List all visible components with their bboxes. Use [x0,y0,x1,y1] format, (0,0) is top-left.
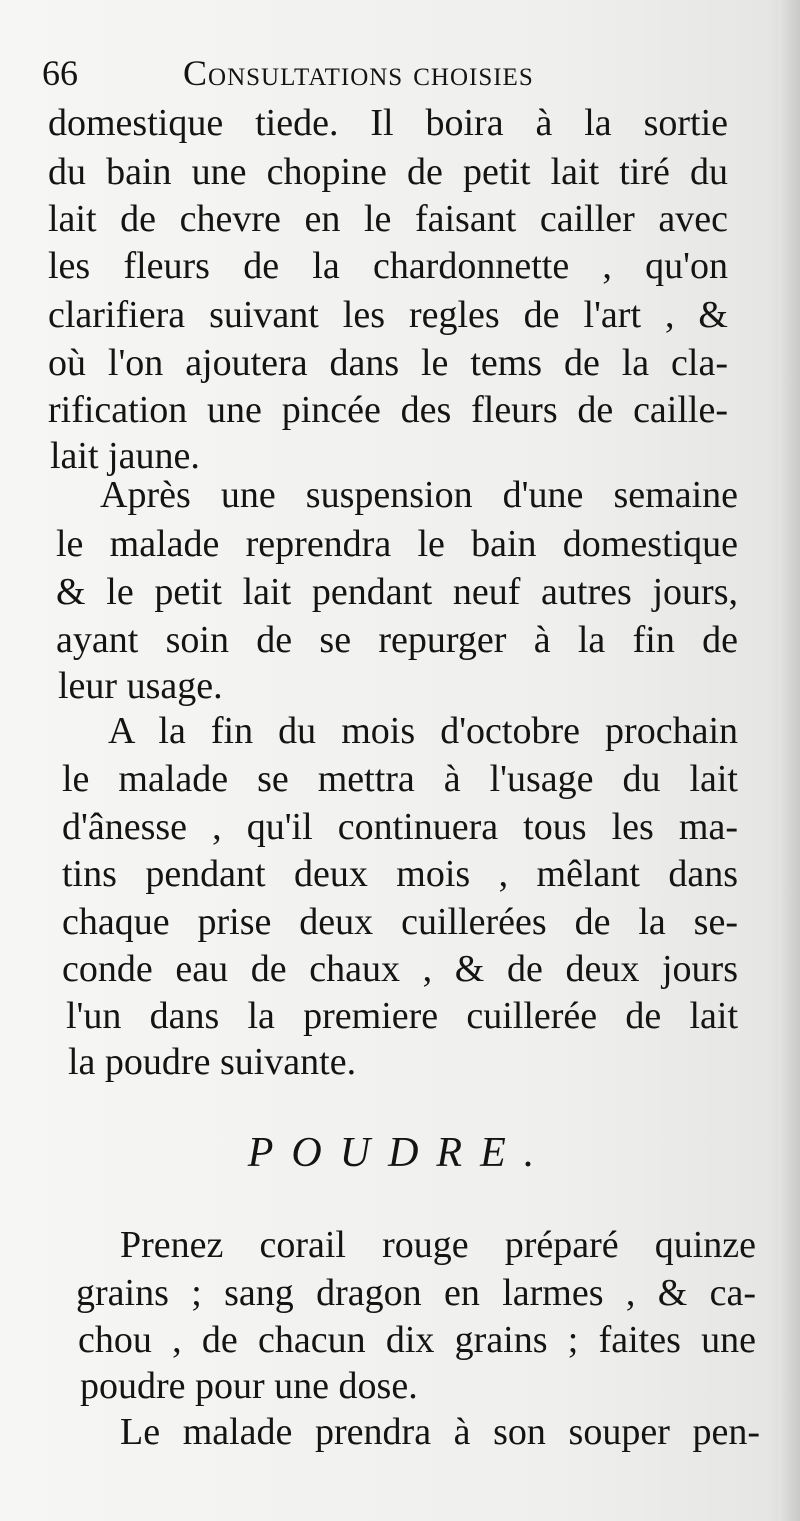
text-line: conde eau de chaux , & de deux jours [62,948,738,990]
text-line: la poudre suivante. [68,1041,357,1083]
text-line: domestique tiede. Il boira à la sortie [48,102,728,144]
running-title: Consultations choisies [183,53,534,93]
text-line: d'ânesse , qu'il continuera tous les ma- [62,806,738,848]
text-line: leur usage. [58,665,223,707]
page-header [38,46,758,106]
text-line: grains ; sang dragon en larmes , & ca- [76,1272,756,1314]
text-line: lait jaune. [50,435,200,477]
text-line: du bain une chopine de petit lait tiré du [48,151,728,193]
text-line: poudre pour une dose. [80,1365,418,1407]
text-line: ayant soin de se repurger à la fin de [56,619,738,661]
text-line: tins pendant deux mois , mêlant dans [62,853,738,895]
section-heading: POUDRE. [247,1130,553,1176]
text-line: le malade se mettra à l'usage du lait [62,758,738,800]
text-line: Prenez corail rouge préparé quinze [120,1224,756,1266]
text-line: le malade reprendra le bain domestique [56,523,738,565]
text-line: clarifiera suivant les regles de l'art , & [48,294,728,336]
text-line: chaque prise deux cuillerées de la se- [62,901,738,943]
text-line: & le petit lait pendant neuf autres jours, [56,571,738,613]
text-line: Le malade prendra à son souper pen- [120,1411,760,1453]
text-line: rification une pincée des fleurs de caille- [48,389,728,431]
text-line: les fleurs de la chardonnette , qu'on [48,245,728,287]
page-edge-shadow [778,0,800,1521]
text-line: chou , de chacun dix grains ; faites une [78,1319,756,1361]
text-line: A la fin du mois d'octobre prochain [108,710,738,752]
text-line: où l'on ajoutera dans le tems de la cla- [48,342,728,384]
text-line: l'un dans la premiere cuillerée de lait [66,995,738,1037]
text-line: lait de chevre en le faisant cailler avec [48,198,728,240]
text-line: Après une suspension d'une semaine [100,474,738,516]
page-number: 66 [42,53,78,93]
